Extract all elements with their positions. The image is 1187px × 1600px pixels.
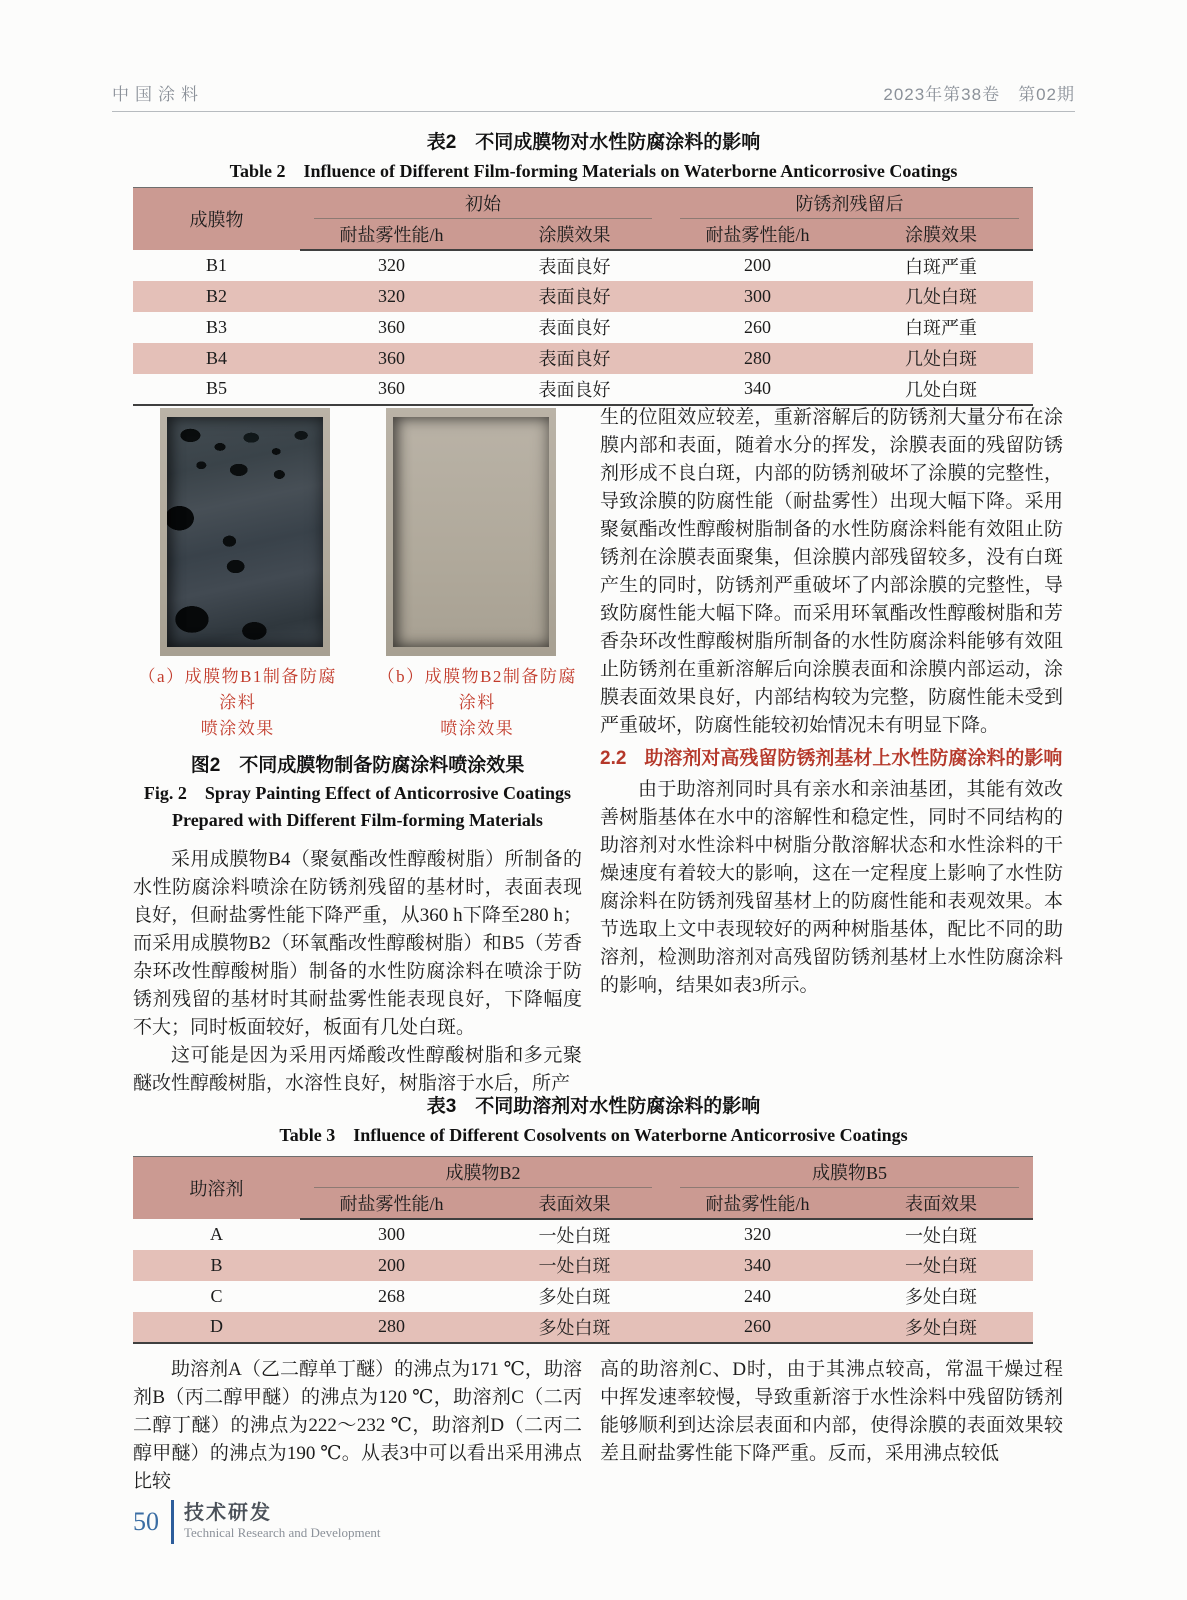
table-cell: B bbox=[210, 1254, 223, 1275]
table-cell: B1 bbox=[205, 254, 227, 275]
table-cell: 300 bbox=[378, 1224, 405, 1244]
table2-header bbox=[133, 188, 1033, 250]
table-header-row bbox=[133, 188, 1033, 219]
table-cell: 320 bbox=[744, 1224, 772, 1244]
section-heading-2-2 bbox=[600, 744, 1063, 774]
table-cell: 280 bbox=[744, 347, 771, 368]
table3-sub-header: 耐盐雾性能/h bbox=[300, 1188, 483, 1219]
page-footer bbox=[133, 1500, 381, 1544]
table-row bbox=[133, 374, 1033, 405]
table2 bbox=[133, 187, 1033, 406]
table-cell: 360 bbox=[378, 316, 405, 337]
table2-title-cn: 表2 不同成膜物对水性防腐涂料的影响 bbox=[426, 132, 761, 153]
table2-col0-header: 成膜物 bbox=[133, 188, 300, 250]
table-cell: C bbox=[210, 1285, 223, 1306]
paragraph: 生的位阻效应较差，重新溶解后的防锈剂大量分布在涂膜内部和表面，随着水分的挥发，涂膜表面的残留防锈剂形成不良白斑，内部的防锈剂破坏了涂膜的完整性，导致涂膜的防腐性能（耐盐雾性）出现大幅下降。采用聚氨酯改性醇酸树脂制备的水性防腐涂料能有效阻止防锈剂在涂膜表面聚集，但涂膜内部残留较多，没有白斑产生的同时，防锈剂严重破坏了内部涂膜的完整性，导致防腐性能大幅下降。而采用环氧酯改性醇酸树脂和芳香杂环改性醇酸树脂所制备的水性防腐涂料能够有效阻止防锈剂在重新溶解后向涂膜表面和涂膜内部运动，涂膜表面效果良好，内部结构较为完整，防腐性能未受到严重破坏，防腐性能较初始情况未有明显下降。 bbox=[600, 407, 1063, 736]
table-cell: 260 bbox=[744, 316, 771, 337]
figure2-title-en-line2: Prepared with Different Film-forming Materials bbox=[172, 810, 543, 830]
table-cell: 340 bbox=[744, 378, 771, 398]
table-cell: 240 bbox=[744, 1285, 772, 1306]
table-cell: 320 bbox=[378, 285, 405, 306]
figure2-title-en-line1: Fig. 2 Spray Painting Effect of Anticorrosive Coatings bbox=[143, 783, 572, 803]
paragraph: 高的助溶剂C、D时，由于其沸点较高，常温干燥过程中挥发速率较慢，导致重新溶于水性涂料中残留防锈剂能够顺利到达涂层表面和内部，使得涂膜的表面效果较差且耐盐雾性能下降严重。反而，采用沸点较低 bbox=[600, 1359, 1063, 1464]
table-cell: 多处白斑 bbox=[538, 1287, 611, 1307]
table-cell: 表面良好 bbox=[538, 379, 611, 400]
section-number: 2.2 bbox=[600, 748, 627, 769]
table-cell: 320 bbox=[378, 255, 405, 275]
table3-header bbox=[133, 1157, 1033, 1219]
table-cell: 268 bbox=[378, 1285, 405, 1306]
table-row bbox=[133, 1281, 1033, 1312]
bottom-left-column bbox=[133, 1356, 582, 1496]
table-cell: 表面良好 bbox=[538, 287, 611, 307]
table2-group2-header: 防锈剂残留后 bbox=[666, 188, 1033, 219]
coating-panel-b2-image bbox=[393, 417, 549, 647]
table2-sub-header: 涂膜效果 bbox=[849, 219, 1033, 250]
table-cell: 白斑严重 bbox=[905, 318, 977, 338]
photo-panel-b2 bbox=[386, 408, 556, 656]
figure2-photos bbox=[133, 408, 582, 656]
table-cell: 表面良好 bbox=[538, 349, 611, 369]
table-cell: 表面良好 bbox=[538, 256, 611, 277]
paragraph: 助溶剂A（乙二醇单丁醚）的沸点为171 ℃，助溶剂B（丙二醇甲醚）的沸点为120 ℃，助溶剂C（二丙二醇丁醚）的沸点为222～232 ℃，助溶剂D（二丙二醇甲醚）的沸点为190 ℃。从表3中可以看出采用沸点比较 bbox=[133, 1359, 582, 1492]
table-cell: 多处白斑 bbox=[538, 1317, 611, 1338]
table-cell: A bbox=[210, 1223, 223, 1244]
table-cell: B2 bbox=[205, 285, 227, 306]
page-header bbox=[112, 80, 1075, 112]
table-cell: B4 bbox=[205, 347, 227, 368]
journal-name: 中国涂料 bbox=[112, 85, 204, 104]
table-row bbox=[133, 343, 1033, 374]
left-column bbox=[133, 408, 582, 1098]
table3-title-cn: 表3 不同助溶剂对水性防腐涂料的影响 bbox=[426, 1096, 761, 1117]
table2-body bbox=[133, 250, 1033, 405]
table-row bbox=[133, 1312, 1033, 1343]
table2-title-en: Table 2 Influence of Different Film-forming Materials on Waterborne Anticorrosive Coatings bbox=[229, 161, 958, 181]
table-cell: 一处白斑 bbox=[538, 1225, 611, 1246]
table-cell: B3 bbox=[205, 316, 227, 337]
table-header-row bbox=[133, 1157, 1033, 1188]
table3-sub-header: 表面效果 bbox=[849, 1188, 1033, 1219]
table2-sub-header: 耐盐雾性能/h bbox=[300, 219, 483, 250]
photo-panel-b1 bbox=[160, 408, 330, 656]
table-cell: 200 bbox=[744, 255, 771, 275]
table-cell: 一处白斑 bbox=[538, 1256, 611, 1276]
table2-title-block bbox=[0, 130, 1187, 184]
table-cell: 几处白斑 bbox=[905, 349, 977, 369]
page-number: 50 bbox=[133, 1507, 159, 1536]
table-cell: 几处白斑 bbox=[905, 287, 977, 307]
table-row bbox=[133, 312, 1033, 343]
table-cell: 白斑严重 bbox=[905, 256, 977, 277]
caption-a-line1: （a）成膜物B1制备防腐涂料 bbox=[138, 667, 337, 712]
table-cell: B5 bbox=[205, 378, 227, 398]
paragraph: 由于助溶剂同时具有亲水和亲油基团，其能有效改善树脂基体在水中的溶解性和稳定性，同时不同结构的助溶剂对水性涂料中树脂分散溶解状态和水性涂料的干燥速度有着较大的影响，这在一定程度上影响了水性防腐涂料在防锈剂残留基材上的防腐性能和表观效果。本节选取上文中表现较好的两种树脂基体，配比不同的助溶剂，检测助溶剂对高残留防锈剂基材上水性防腐涂料的影响，结果如表3所示。 bbox=[600, 779, 1063, 996]
table3-body bbox=[133, 1219, 1033, 1343]
table-row bbox=[133, 1219, 1033, 1250]
caption-a-line2: 喷涂效果 bbox=[200, 719, 275, 738]
table-row bbox=[133, 281, 1033, 312]
table3-title-block bbox=[0, 1094, 1187, 1148]
section-title: 助溶剂对高残留防锈剂基材上水性防腐涂料的影响 bbox=[644, 748, 1063, 769]
table-cell: 360 bbox=[378, 378, 405, 398]
figure2-subcaptions bbox=[133, 664, 582, 742]
table3-title-en: Table 3 Influence of Different Cosolvents on Waterborne Anticorrosive Coatings bbox=[279, 1125, 908, 1145]
table-cell: 一处白斑 bbox=[905, 1225, 978, 1246]
table-cell: 多处白斑 bbox=[905, 1287, 978, 1307]
table2-sub-header: 耐盐雾性能/h bbox=[666, 219, 849, 250]
paragraph: 采用成膜物B4（聚氨酯改性醇酸树脂）所制备的水性防腐涂料喷涂在防锈剂残留的基材时，表面表现良好，但耐盐雾性能下降严重，从360 h下降至280 h；而采用成膜物B2（环氧酯改性醇酸树脂）和B5（芳香杂环改性醇酸树脂）制备的水性防腐涂料在喷涂于防锈剂残留的基材时其耐盐雾性能表现良好，下降幅度不大；同时板面较好，板面有几处白斑。 bbox=[133, 849, 582, 1038]
caption-a bbox=[133, 664, 343, 742]
table3-group2-header: 成膜物B5 bbox=[666, 1157, 1033, 1188]
bottom-right-column bbox=[600, 1356, 1063, 1468]
table-cell: 300 bbox=[744, 285, 771, 306]
table-row bbox=[133, 250, 1033, 281]
footer-section-cn: 技术研发 bbox=[184, 1502, 272, 1524]
caption-b bbox=[373, 664, 583, 742]
table-cell: D bbox=[210, 1316, 223, 1336]
table3-sub-header: 表面效果 bbox=[483, 1188, 666, 1219]
coating-panel-b1-image bbox=[167, 417, 323, 647]
table3-col0-header: 助溶剂 bbox=[133, 1157, 300, 1219]
paragraph: 这可能是因为采用丙烯酸改性醇酸树脂和多元聚醚改性醇酸树脂，水溶性良好，树脂溶于水后，所产 bbox=[133, 1045, 582, 1094]
table-cell: 260 bbox=[744, 1316, 772, 1336]
table-cell: 几处白斑 bbox=[905, 379, 977, 400]
caption-b-line2: 喷涂效果 bbox=[440, 719, 515, 738]
table-row bbox=[133, 1250, 1033, 1281]
table-cell: 多处白斑 bbox=[905, 1317, 978, 1338]
footer-divider-bar bbox=[171, 1500, 174, 1544]
table2-group1-header: 初始 bbox=[300, 188, 666, 219]
table3-sub-header: 耐盐雾性能/h bbox=[666, 1188, 849, 1219]
figure2-title-cn: 图2 不同成膜物制备防腐涂料喷涂效果 bbox=[190, 755, 525, 776]
table3-group1-header: 成膜物B2 bbox=[300, 1157, 666, 1188]
table2-sub-header: 涂膜效果 bbox=[483, 219, 666, 250]
table-cell: 一处白斑 bbox=[905, 1256, 978, 1276]
right-column bbox=[600, 404, 1063, 1000]
table-cell: 360 bbox=[378, 347, 405, 368]
table-cell: 280 bbox=[378, 1316, 405, 1336]
table-cell: 表面良好 bbox=[538, 318, 611, 338]
issue-info: 2023年第38卷 第02期 bbox=[883, 85, 1075, 104]
table-cell: 340 bbox=[744, 1254, 772, 1275]
footer-section-en: Technical Research and Development bbox=[184, 1525, 381, 1540]
footer-section-block bbox=[184, 1502, 381, 1542]
caption-b-line1: （b）成膜物B2制备防腐涂料 bbox=[377, 667, 577, 712]
table3 bbox=[133, 1156, 1033, 1344]
table-cell: 200 bbox=[378, 1254, 405, 1275]
